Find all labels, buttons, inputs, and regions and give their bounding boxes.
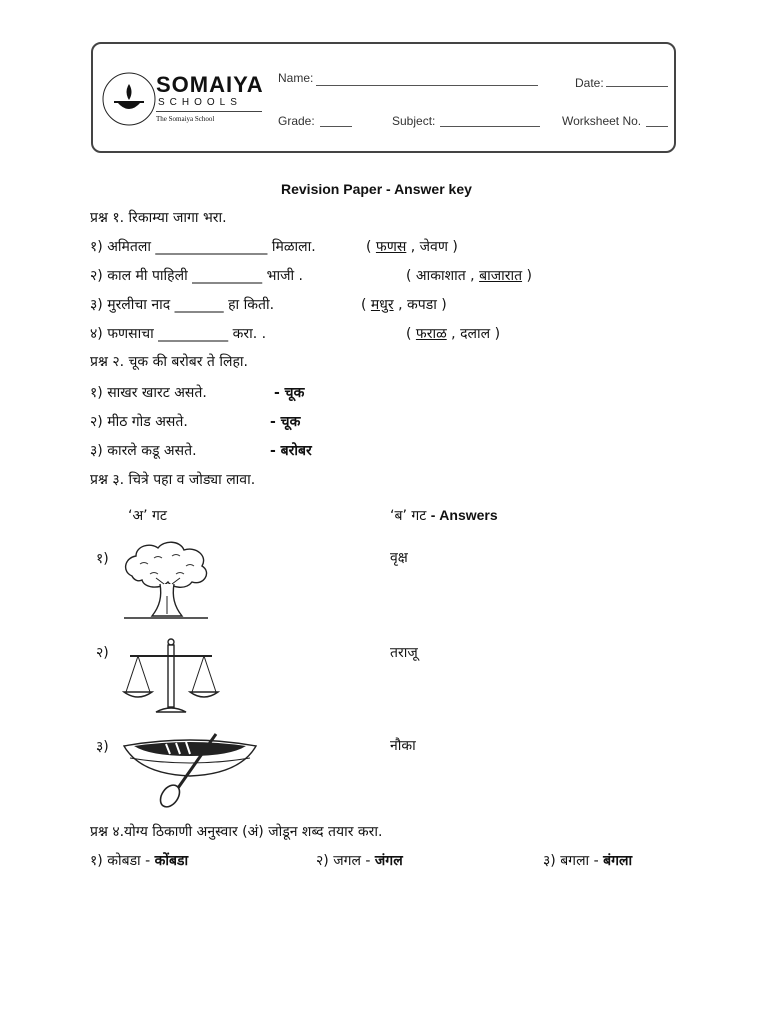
boat-picture [120,730,260,808]
subject-field[interactable] [440,126,540,127]
q1-item-1-options: ( फणस , जेवण ) [366,239,458,255]
q4-heading: प्रश्न ४.योग्य ठिकाणी अनुस्वार (अं) जोडून शब्द तयार करा. [90,824,383,840]
q1-item-3-options: ( मधुर , कपडा ) [361,297,447,313]
q3-row-1-answer: वृक्ष [390,550,408,566]
q3-heading: प्रश्न ३. चित्रे पहा व जोड्या लावा. [90,472,256,488]
q3-row-1-number: १) [96,551,109,567]
brand-subtitle: SCHOOLS [158,97,242,108]
grade-label: Grade: [278,114,315,128]
date-label: Date: [575,76,604,90]
date-field[interactable] [606,86,668,87]
school-seal-logo [100,70,158,128]
q1-item-1: १) अमितला ________________ मिळाला. [90,239,316,255]
q1-item-2-options: ( आकाशात , बाजारात ) [406,268,532,284]
q4-item-2: २) जगल - जंगल [316,853,403,869]
tree-picture [120,538,212,622]
brand-divider [156,111,262,112]
name-label: Name: [278,71,314,85]
q4-item-3: ३) बगला - बंगला [543,853,633,869]
q1-item-4-options: ( फराळ , दलाल ) [406,326,501,342]
balance-scale-picture [122,636,220,718]
q3-column-b-header: ‘ब’ गट - Answers [390,507,498,524]
q2-item-1-answer: - चूक [274,385,305,401]
q2-item-2-answer: - चूक [270,414,301,430]
q3-row-3-number: ३) [96,739,109,755]
name-field[interactable] [316,85,538,86]
q1-item-4: ४) फणसाचा __________ करा. . [90,326,267,342]
q3-row-2-number: २) [96,645,109,661]
worksheet-label: Worksheet No. [562,114,642,128]
q3-row-2-answer: तराजू [390,645,418,661]
q2-heading: प्रश्न २. चूक की बरोबर ते लिहा. [90,354,248,370]
q2-item-1: १) साखर खारट असते. [90,385,207,401]
q1-item-3: ३) मुरलीचा नाद _______ हा किती. [90,297,275,313]
worksheet-field[interactable] [646,126,668,127]
q1-heading: प्रश्न १. रिकाम्या जागा भरा. [90,210,227,226]
q4-item-1: १) कोबडा - कोंबडा [90,853,189,869]
brand-name: SOMAIYA [156,72,264,97]
brand-tagline: The Somaiya School [156,115,215,123]
q2-item-2: २) मीठ गोड असते. [90,414,188,430]
q1-item-2: २) काल मी पाहिली __________ भाजी . [90,268,303,284]
q2-item-3: ३) कारले कडू असते. [90,443,197,459]
grade-field[interactable] [320,126,352,127]
q2-item-3-answer: - बरोबर [270,443,312,459]
q3-column-a-header: ‘अ’ गट [128,508,167,524]
subject-label: Subject: [392,114,436,128]
q3-row-3-answer: नौका [390,738,416,754]
page-title: Revision Paper - Answer key [281,181,472,197]
